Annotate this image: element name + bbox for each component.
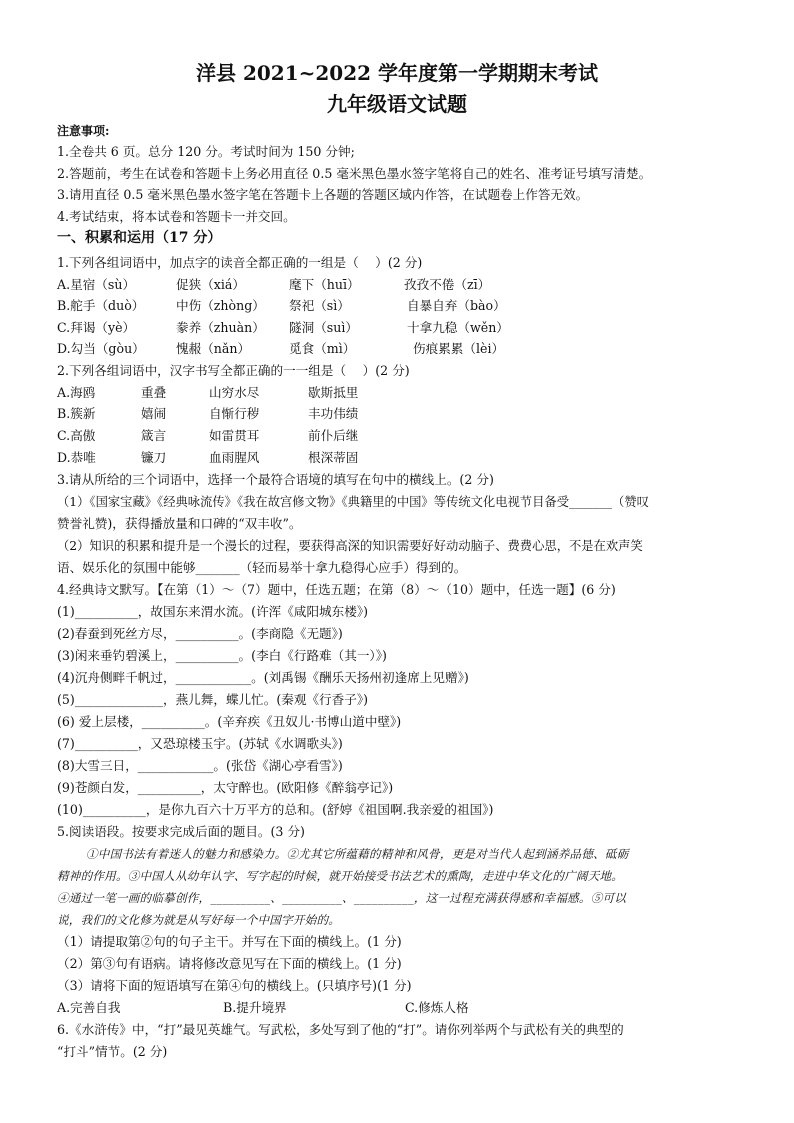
q1-option: D.勾当（gòu） [57, 341, 145, 356]
recitation-line: (3)闲来垂钓碧溪上，__________。(李白《行路难（其一）》) [57, 648, 387, 663]
recitation-line: (9)苍颜白发，__________，太守醉也。(欧阳修《醉翁亭记》) [57, 780, 394, 795]
q5-choice: C.修炼人格 [405, 1000, 469, 1015]
q3-part-1-cont: 赞誉礼赞)，获得播放量和口碑的“双丰收”。 [57, 516, 302, 531]
q2-option: 嬉闹 [141, 406, 167, 421]
recitation-line: (10)__________，是你九百六十万平方的总和。(舒婷《祖国啊.我亲爱的祖国》) [57, 802, 494, 817]
q1-option: 麾下（huī） [289, 277, 360, 292]
q2-option: 丰功伟绩 [308, 406, 359, 421]
q5-choice: B.提升境界 [223, 1000, 287, 1015]
question-1-stem: 1.下列各组词语中，加点字的读音全都正确的一组是（ ）(2 分) [57, 255, 423, 270]
question-6-stem-cont: “打斗”情节。(2 分) [57, 1044, 168, 1059]
recitation-line: (2)春蚕到死丝方尽，__________。(李商隐《无题》) [57, 626, 343, 641]
question-2-stem: 2.下列各组词语中，汉字书写全都正确的一一组是（ ）(2 分) [57, 363, 410, 378]
q1-option: 十拿九稳（wěn） [407, 320, 509, 335]
q1-option: C.拜谒（yè） [57, 320, 136, 335]
q1-option: 豢养（zhuàn） [176, 320, 265, 335]
q2-option: 根深蒂固 [308, 450, 359, 465]
question-6-stem: 6.《水浒传》中，“打”最见英雄气。写武松，多处写到了他的“打”。请你列举两个与武松有关的典型的 [57, 1022, 624, 1037]
note-item: 2.答题前，考生在试卷和答题卡上务必用直径 0.5 毫米黑色墨水签字笔将自己的姓名、准考证号填写清楚。 [57, 166, 652, 181]
q2-option: 重叠 [141, 385, 167, 400]
q1-option: 孜孜不倦（zī） [404, 277, 491, 292]
q2-option: C.高傲 [57, 428, 96, 443]
q5-subquestion: （1）请提取第②句的句子主干。并写在下面的横线上。(1 分) [57, 934, 402, 949]
q1-option: 促狭（xiá） [176, 277, 246, 292]
q5-subquestion: （2）第③句有语病。请将修改意见写在下面的横线上。(1 分) [57, 956, 402, 971]
exam-subtitle: 九年级语文试题 [327, 92, 467, 116]
q2-option: 血雨腥风 [209, 450, 260, 465]
question-3-stem: 3.请从所给的三个词语中，选择一个最符合语境的填写在句中的横线上。(2 分) [57, 472, 494, 487]
q2-option: 山穷水尽 [209, 385, 260, 400]
q1-option: 祭祀（sì） [289, 298, 350, 313]
question-5-stem: 5.阅读语段。按要求完成后面的题目。(3 分) [57, 824, 305, 839]
q2-option: 自惭行秽 [209, 406, 260, 421]
q1-option: A.星宿（sù） [57, 277, 136, 292]
recitation-line: (5)______________，燕儿舞，蝶儿忙。(秦观《行香子》) [57, 692, 369, 707]
recitation-line: (4)沉舟侧畔千帆过，____________。(刘禹锡《酬乐天扬州初逢席上见赠》) [57, 670, 469, 685]
section-heading: 一、积累和运用（17 分） [57, 230, 222, 246]
recitation-line: (7)__________，又恐琼楼玉宇。(苏轼《水调歌头》) [57, 736, 343, 751]
q3-part-1: （1）《国家宝藏》《经典咏流传》《我在故宫修文物》《典籍里的中国》等传统文化电视节目备受_______（赞叹 [57, 495, 649, 509]
q2-option: 歇斯抵里 [308, 385, 359, 400]
passage-line: 说，我们的文化修为就是从写好每一个中国字开始的。 [57, 913, 341, 927]
note-item: 3.请用直径 0.5 毫米黑色墨水签字笔在答题卡上各题的答题区域内作答，在试题卷上作答无效。 [57, 187, 589, 202]
note-item: 1.全卷共 6 页。总分 120 分。考试时间为 150 分钟; [57, 144, 355, 159]
q1-option: 隧洞（suì） [289, 320, 358, 335]
notes-heading: 注意事项: [57, 124, 110, 138]
q1-option: 伤痕累累（lèi） [413, 341, 505, 356]
exam-title: 洋县 2021~2022 学年度第一学期期末考试 [195, 61, 598, 85]
recitation-line: (1)__________，故国东来渭水流。(许浑《咸阳城东楼》) [57, 604, 369, 619]
q2-option: B.簇新 [57, 406, 96, 421]
q1-option: B.舵手（duò） [57, 298, 145, 313]
q2-option: 箴言 [141, 428, 167, 443]
passage-line: ④通过一笔一画的临摹创作，__________、__________、__________，这一过程充满获得感和幸福感。⑤可以 [57, 891, 627, 905]
q2-option: A.海鸥 [57, 385, 96, 400]
q3-part-2-cont: 语、娱乐化的氛围中能够_______（轻而易举十拿九稳得心应手）得到的。 [57, 560, 467, 575]
q3-part-2: （2）知识的积累和提升是一个漫长的过程，要获得高深的知识需要好好动动脑子、费费心思，不是在欢声笑 [57, 539, 643, 553]
passage-line: 精神的作用。③中国人从幼年认字、写字起的时候，就开始接受书法艺术的熏陶，走进中华文化的广阔天地。 [57, 869, 624, 883]
q1-option: 愧赧（nǎn） [176, 341, 251, 356]
q2-option: 如雷贯耳 [209, 428, 260, 443]
q1-option: 自暴自弃（bào） [407, 298, 506, 313]
q2-option: 前仆后继 [308, 428, 359, 443]
recitation-line: (8)大雪三日，____________。(张岱《湖心亭看雪》) [57, 758, 343, 773]
question-4-stem: 4.经典诗文默写。【在第（1）～（7）题中，任选五题；在第（8）～（10）题中，任选一题】(6 分) [57, 582, 616, 597]
q5-choice: A.完善自我 [57, 1000, 121, 1015]
passage-line: ①中国书法有着迷人的魅力和感染力。②尤其它所蕴藉的精神和风骨，更是对当代人起到涵养品德、砥砺 [86, 847, 629, 861]
q1-option: 中伤（zhòng） [176, 298, 265, 313]
q2-option: 镰刀 [141, 450, 167, 465]
q1-option: 觅食（mì） [289, 341, 356, 356]
note-item: 4.考试结束，将本试卷和答题卡一并交回。 [57, 209, 296, 224]
q5-subquestion: （3）请将下面的短语填写在第④句的横线上。(只填序号)(1 分) [57, 978, 412, 993]
recitation-line: (6) 爱上层楼，__________。(辛弃疾《丑奴儿·书博山道中壁》) [57, 714, 402, 729]
q2-option: D.恭唯 [57, 450, 96, 465]
